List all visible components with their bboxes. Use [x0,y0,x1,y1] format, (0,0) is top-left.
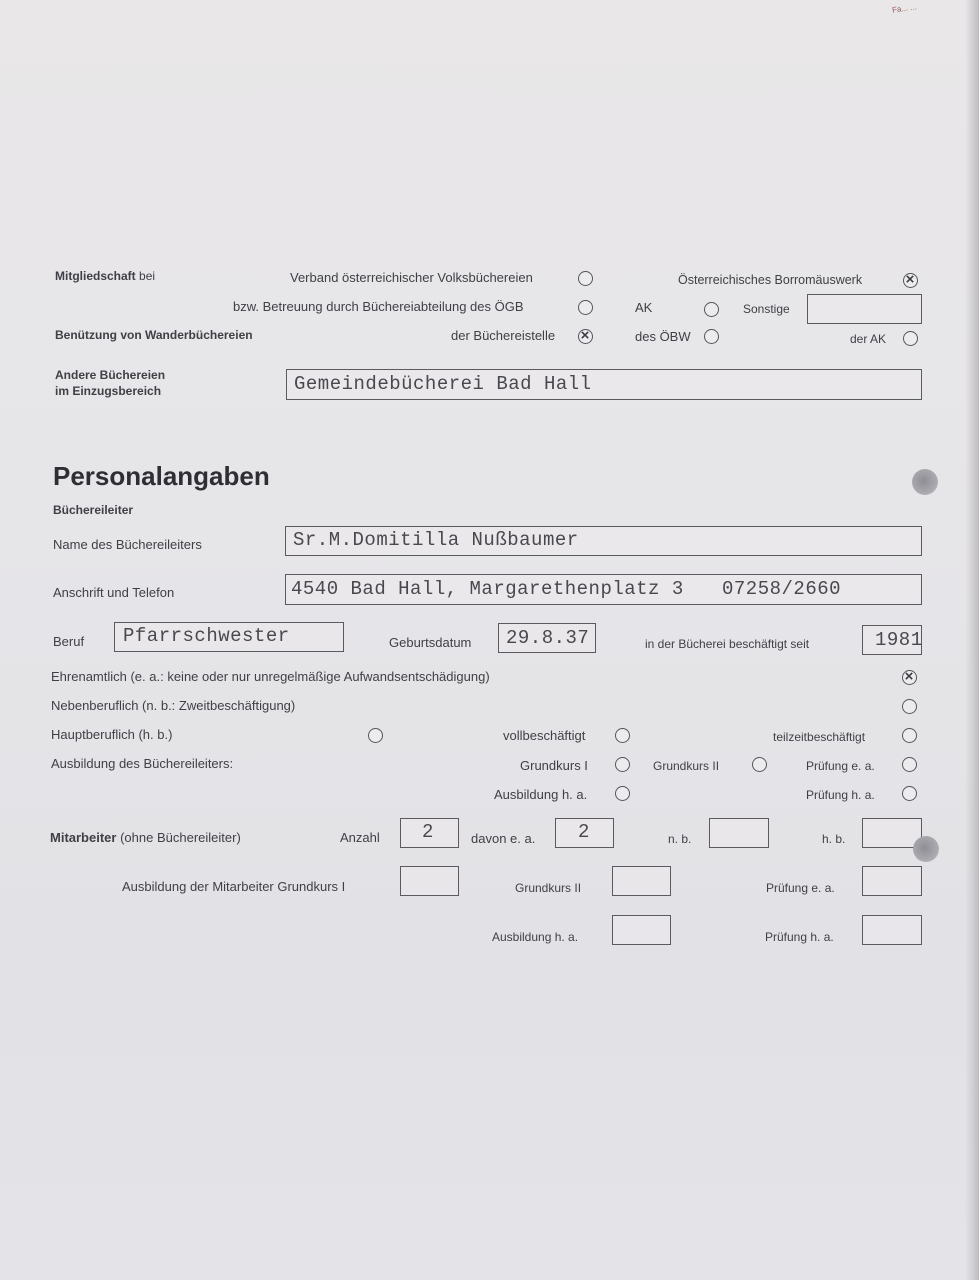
wander-ak-radio[interactable] [903,331,918,346]
opt-ak-label: AK [635,300,653,315]
ma-pruef-ea-input[interactable] [862,866,922,896]
phone-value: 07258/2660 [722,578,842,600]
nb-input[interactable] [709,818,769,848]
gk2-radio[interactable] [752,757,767,772]
andere-label-line1: Andere Büchereien [55,368,166,382]
ma-pruef-ha-label: Prüfung h. a. [765,930,834,944]
name-label: Name des Büchereileiters [53,537,202,552]
opt-voeb-label: Verband österreichischer Volksbüchereien [290,270,533,285]
mitarbeiter-label-suffix: (ohne Büchereileiter) [120,830,241,845]
andere-label-line2: im Einzugsbereich [55,384,162,398]
ma-ausb-ha-input[interactable] [612,915,671,945]
seit-label: in der Bücherei beschäftigt seit [645,637,810,651]
sonstige-input[interactable] [807,294,922,324]
gk1-radio[interactable] [615,757,630,772]
pruef-ha-label: Prüfung h. a. [806,788,875,802]
ma-gk2-input[interactable] [612,866,671,896]
corner-handwritten-mark: Fa... ... [891,2,918,15]
wander-ak-label: der AK [850,332,887,346]
membership-label-bold: Mitgliedschaft [55,269,136,283]
mitarbeiter-label [50,830,241,846]
nb-label: n. b. [668,832,692,846]
ausb-ha-radio[interactable] [615,786,630,801]
punch-hole-top [912,469,938,495]
ehren-radio[interactable] [902,670,917,685]
address-value: 4540 Bad Hall, Margarethenplatz 3 [291,578,684,600]
andere-value: Gemeindebücherei Bad Hall [294,373,592,395]
teil-radio[interactable] [902,728,917,743]
anzahl-label: Anzahl [340,830,380,845]
mitarbeiter-label-bold: Mitarbeiter [50,830,117,845]
ma-ausb-label: Ausbildung der Mitarbeiter Grundkurs I [122,879,346,894]
gk2-label: Grundkurs II [653,759,720,773]
beruf-label: Beruf [53,634,85,649]
pruef-ea-radio[interactable] [902,757,917,772]
opt-ak-radio[interactable] [704,302,719,317]
section-title: Personalangaben [53,461,270,491]
geburt-value: 29.8.37 [506,627,590,649]
ma-ausb-ha-label: Ausbildung h. a. [492,930,579,944]
address-label: Anschrift und Telefon [53,585,175,600]
pruef-ea-label: Prüfung e. a. [806,759,875,773]
opt-borro-label: Österreichisches Borromäuswerk [678,273,863,287]
beruf-value: Pfarrschwester [123,625,290,647]
davon-label: davon e. a. [471,831,536,846]
leiter-heading: Büchereileiter [53,503,134,517]
voll-label: vollbeschäftigt [503,728,586,743]
opt-borro-radio[interactable] [903,273,918,288]
wander-stelle-label: der Büchereistelle [451,328,556,343]
paper-edge [965,0,979,1280]
gk1-label: Grundkurs I [520,758,588,773]
opt-oegb-radio[interactable] [578,300,593,315]
ausb-ha-label: Ausbildung h. a. [494,787,588,802]
opt-voeb-radio[interactable] [578,271,593,286]
seit-value: 1981 [875,629,923,651]
ma-gk2-label: Grundkurs II [515,881,582,895]
membership-label-suffix: bei [139,269,156,283]
hb-label: h. b. [822,832,846,846]
teil-label: teilzeitbeschäftigt [773,730,866,744]
wander-obw-label: des ÖBW [635,329,691,344]
pruef-ha-radio[interactable] [902,786,917,801]
wander-label: Benützung von Wanderbüchereien [55,328,253,342]
name-value: Sr.M.Domitilla Nußbaumer [293,529,579,551]
wander-stelle-radio[interactable] [578,329,593,344]
ehren-label: Ehrenamtlich (e. a.: keine oder nur unregelmäßige Aufwandsentschädigung) [51,669,490,684]
haupt-radio[interactable] [368,728,383,743]
anzahl-value: 2 [422,821,434,843]
opt-sonstige-label: Sonstige [743,302,790,316]
ma-pruef-ea-label: Prüfung e. a. [766,881,835,895]
geburt-label: Geburtsdatum [389,635,472,650]
ma-pruef-ha-input[interactable] [862,915,922,945]
opt-oegb-label: bzw. Betreuung durch Büchereiabteilung des ÖGB [233,299,524,314]
membership-label [55,268,155,284]
ma-gk1-input[interactable] [400,866,459,896]
neben-label: Nebenberuflich (n. b.: Zweitbeschäftigung) [51,698,296,713]
neben-radio[interactable] [902,699,917,714]
punch-hole-bottom [913,836,939,862]
ausbildung-label: Ausbildung des Büchereileiters: [51,756,234,771]
haupt-label: Hauptberuflich (h. b.) [51,727,173,742]
davon-value: 2 [578,821,590,843]
wander-obw-radio[interactable] [704,329,719,344]
voll-radio[interactable] [615,728,630,743]
